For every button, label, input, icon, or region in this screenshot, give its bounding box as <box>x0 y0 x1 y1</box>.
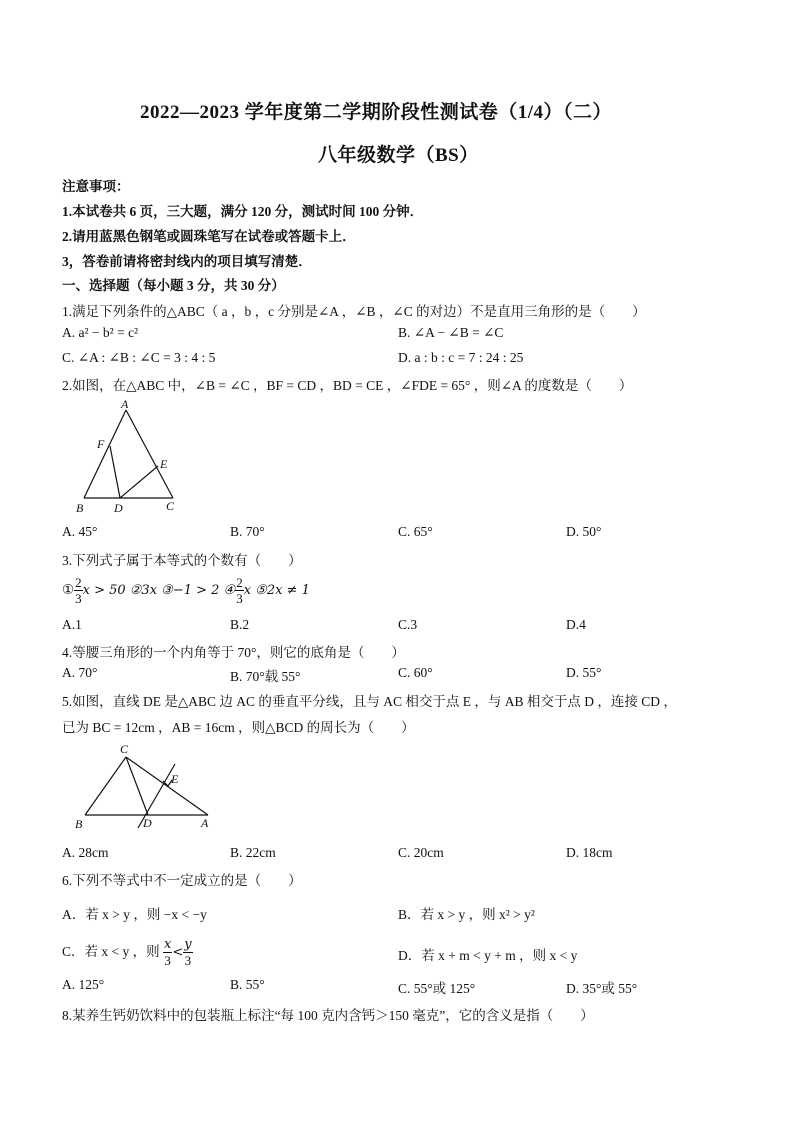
q1-option-d: D. a : b : c = 7 : 24 : 25 <box>398 350 524 365</box>
q2-option-c: C. 65° <box>398 524 433 539</box>
side-ca <box>126 757 208 815</box>
side-ab <box>84 410 126 498</box>
side-cb <box>85 757 126 815</box>
q6-option-a: A．若 x > y ，则 −x < −y <box>62 907 207 922</box>
q7-option-d: D. 35°或 55° <box>566 981 638 996</box>
notice-item: 3，答卷前请将密封线内的项目填写清楚． <box>62 254 312 269</box>
fraction: $\frac{x}{3}$ <box>164 937 172 969</box>
label-a: A <box>201 816 209 830</box>
q1-option-a: A. a² − b² = c² <box>62 325 139 340</box>
q4-option-c: C. 60° <box>398 665 433 680</box>
question-2-stem: 2.如图，在△ABC 中，∠B = ∠C ，BF = CD ，BD = CE ，∠FDE = 65° ，则∠A 的度数是（ ） <box>62 378 633 393</box>
question-8-stem: 8.某养生钙奶饮料中的包装瓶上标注“每 100 克内含钙＞150 毫克”，它的含义是指（ ） <box>62 1008 594 1023</box>
q3-items-text: x ⑤2x ≠ 1 <box>243 583 310 598</box>
fraction: $\frac{2}{3}$ <box>236 575 243 607</box>
label-e: E <box>160 457 168 471</box>
q5-option-d: D. 18cm <box>566 845 613 860</box>
question-5-stem: 5.如图，直线 DE 是△ABC 边 AC 的垂直平分线，且与 AC 相交于点 E ，与 AB 相交于点 D ，连接 CD ， <box>62 694 677 709</box>
q3-option-c: C.3 <box>398 617 418 632</box>
label-b: B <box>76 501 84 515</box>
q7-option-a: A. 125° <box>62 977 105 992</box>
fraction: $\frac{y}{3}$ <box>184 937 192 969</box>
q1-option-b: B. ∠A − ∠B = ∠C <box>398 325 504 340</box>
label-c: C <box>166 499 175 513</box>
q6-option-b: B．若 x > y ，则 x² > y² <box>398 907 535 922</box>
notice-heading: 注意事项： <box>62 179 130 194</box>
segment-cd <box>126 757 148 815</box>
q6-option-c <box>62 934 193 971</box>
q5-option-a: A. 28cm <box>62 845 109 860</box>
question-3-stem: 3.下列式子属于本等式的个数有（ ） <box>62 553 302 568</box>
q4-option-d: D. 55° <box>566 665 602 680</box>
notice-item: 2.请用蓝黑色钢笔或圆珠笔写在试卷或答题卡上． <box>62 229 356 244</box>
q6-option-c-text: C．若 x < y ，则 <box>62 944 160 959</box>
label-d: D <box>143 816 152 830</box>
segment-fd <box>110 446 120 498</box>
segment-de <box>120 466 158 498</box>
q2-option-b: B. 70° <box>230 524 265 539</box>
q5-option-b: B. 22cm <box>230 845 276 860</box>
question-4-stem: 4.等腰三角形的一个内角等于 70°，则它的底角是（ ） <box>62 645 405 660</box>
label-c: C <box>120 742 129 756</box>
question-1-stem: 1.满足下列条件的△ABC（ a ，b ，c 分别是∠A ，∠B ，∠C 的对边）不是直用三角形的是（ ） <box>62 304 646 319</box>
q6-option-d: D．若 x + m < y + m ，则 x < y <box>398 948 578 963</box>
fraction: $\frac{2}{3}$ <box>75 575 82 607</box>
q4-option-a: A. 70° <box>62 665 98 680</box>
q3-option-d: D.4 <box>566 617 586 632</box>
page-title: 2022—2023 学年度第二学期阶段性测试卷（1/4）（二） <box>140 102 613 123</box>
q7-option-b: B. 55° <box>230 977 265 992</box>
q1-option-c: C. ∠A : ∠B : ∠C = 3 : 4 : 5 <box>62 350 216 365</box>
q3-option-b: B.2 <box>230 617 250 632</box>
q7-option-c: C. 55°或 125° <box>398 981 476 996</box>
less-than-sign: < <box>172 945 184 960</box>
label-b: B <box>75 817 83 831</box>
q3-option-a: A.1 <box>62 617 82 632</box>
page-subtitle: 八年级数学（BS） <box>318 145 479 166</box>
q2-option-a: A. 45° <box>62 524 98 539</box>
q2-option-d: D. 50° <box>566 524 602 539</box>
notice-item: 1.本试卷共 6 页，三大题，满分 120 分，测试时间 100 分钟． <box>62 204 424 219</box>
side-ac <box>126 410 173 498</box>
section-heading: 一、选择题（每小题 3 分，共 30 分） <box>62 278 285 293</box>
label-d: D <box>114 501 123 515</box>
label-a: A <box>121 397 129 411</box>
question-5-stem-line2: 已为 BC = 12cm ，AB = 16cm ，则△BCD 的周长为（ ） <box>62 720 415 735</box>
label-f: F <box>97 437 105 451</box>
q2-figure-lines <box>84 410 173 498</box>
q3-items <box>62 572 310 609</box>
q4-option-b: B. 70°载 55° <box>230 669 301 684</box>
q5-option-c: C. 20cm <box>398 845 444 860</box>
q3-items-text: ① <box>62 582 75 597</box>
question-6-stem: 6.下列不等式中不一定成立的是（ ） <box>62 873 302 888</box>
label-e: E <box>171 772 179 786</box>
q3-items-text: x > 50 ②3x ③−1 > 2 ④ <box>82 583 236 598</box>
